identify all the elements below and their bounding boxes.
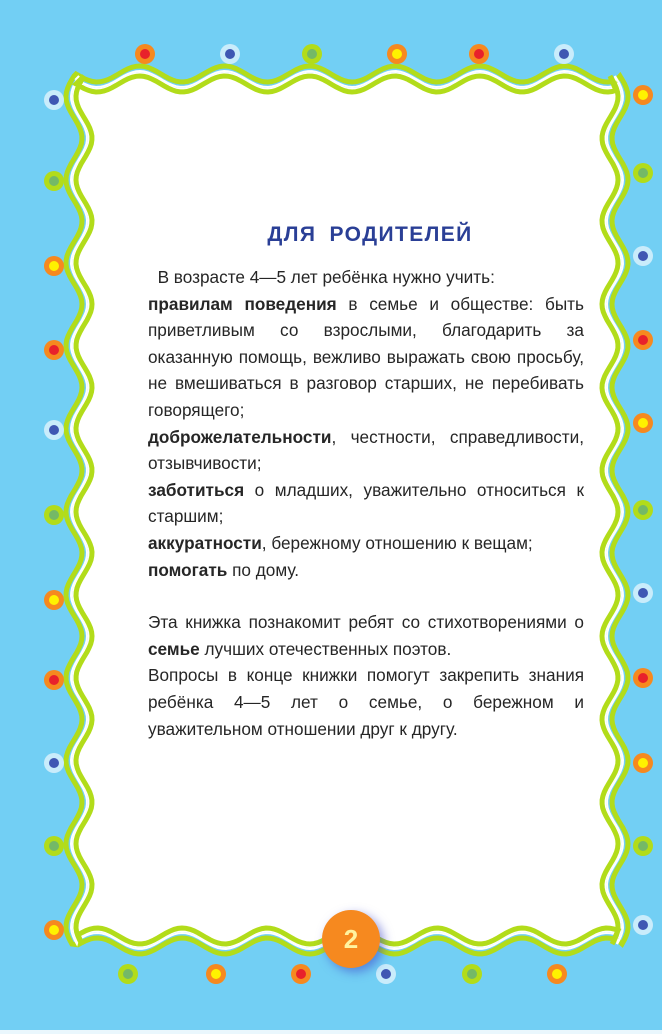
intro-paragraph: В возрасте 4—5 лет ребёнка нужно учить: <box>157 267 495 287</box>
green-dot-icon <box>462 964 482 984</box>
page-number-badge: 2 <box>322 910 380 968</box>
green-dot-icon <box>44 171 64 191</box>
red-dot-icon <box>291 964 311 984</box>
green-dot-icon <box>302 44 322 64</box>
page-title: ДЛЯ РОДИТЕЛЕЙ <box>267 223 473 246</box>
book-description-paragraph: Эта книжка познакомит ребят со стихотворениями о семье лучших отечественных поэтов. <box>148 612 584 659</box>
red-dot-icon <box>44 340 64 360</box>
yellow-dot-icon <box>44 920 64 940</box>
red-dot-icon <box>135 44 155 64</box>
yellow-dot-icon <box>44 590 64 610</box>
yellow-dot-icon <box>387 44 407 64</box>
blue-dot-icon <box>44 753 64 773</box>
yellow-dot-icon <box>633 413 653 433</box>
green-dot-icon <box>633 163 653 183</box>
text-block <box>148 264 584 742</box>
yellow-dot-icon <box>633 753 653 773</box>
blue-dot-icon <box>376 964 396 984</box>
yellow-dot-icon <box>206 964 226 984</box>
yellow-dot-icon <box>633 85 653 105</box>
red-dot-icon <box>469 44 489 64</box>
page-edge <box>0 1030 662 1034</box>
list-item: правилам поведения в семье и обществе: быть приветливым со взрослыми, благодарить за оказанную помощь, вежливо выражать свою просьбу, не вмешиваться в разговор старших, не перебивать говорящего; <box>148 293 585 420</box>
blue-dot-icon <box>633 583 653 603</box>
questions-paragraph: Вопросы в конце книжки помогут закрепить знания ребёнка 4—5 лет о семье, о бережном и уважительном отношении друг к другу. <box>148 665 584 739</box>
blue-dot-icon <box>220 44 240 64</box>
page-content <box>148 222 584 742</box>
green-dot-icon <box>44 505 64 525</box>
list-item: помогать по дому. <box>148 559 300 580</box>
list-item: заботиться о младших, уважительно относиться к старшим; <box>148 479 584 527</box>
blue-dot-icon <box>554 44 574 64</box>
green-dot-icon <box>633 500 653 520</box>
list-item: доброжелательности, честности, справедливости, отзывчивости; <box>148 426 584 474</box>
green-dot-icon <box>633 836 653 856</box>
yellow-dot-icon <box>547 964 567 984</box>
red-dot-icon <box>633 668 653 688</box>
blue-dot-icon <box>44 90 64 110</box>
green-dot-icon <box>44 836 64 856</box>
red-dot-icon <box>44 670 64 690</box>
red-dot-icon <box>633 330 653 350</box>
blue-dot-icon <box>633 246 653 266</box>
blue-dot-icon <box>44 420 64 440</box>
blue-dot-icon <box>633 915 653 935</box>
list-item: аккуратности, бережному отношению к вещам; <box>148 532 533 553</box>
green-dot-icon <box>118 964 138 984</box>
yellow-dot-icon <box>44 256 64 276</box>
